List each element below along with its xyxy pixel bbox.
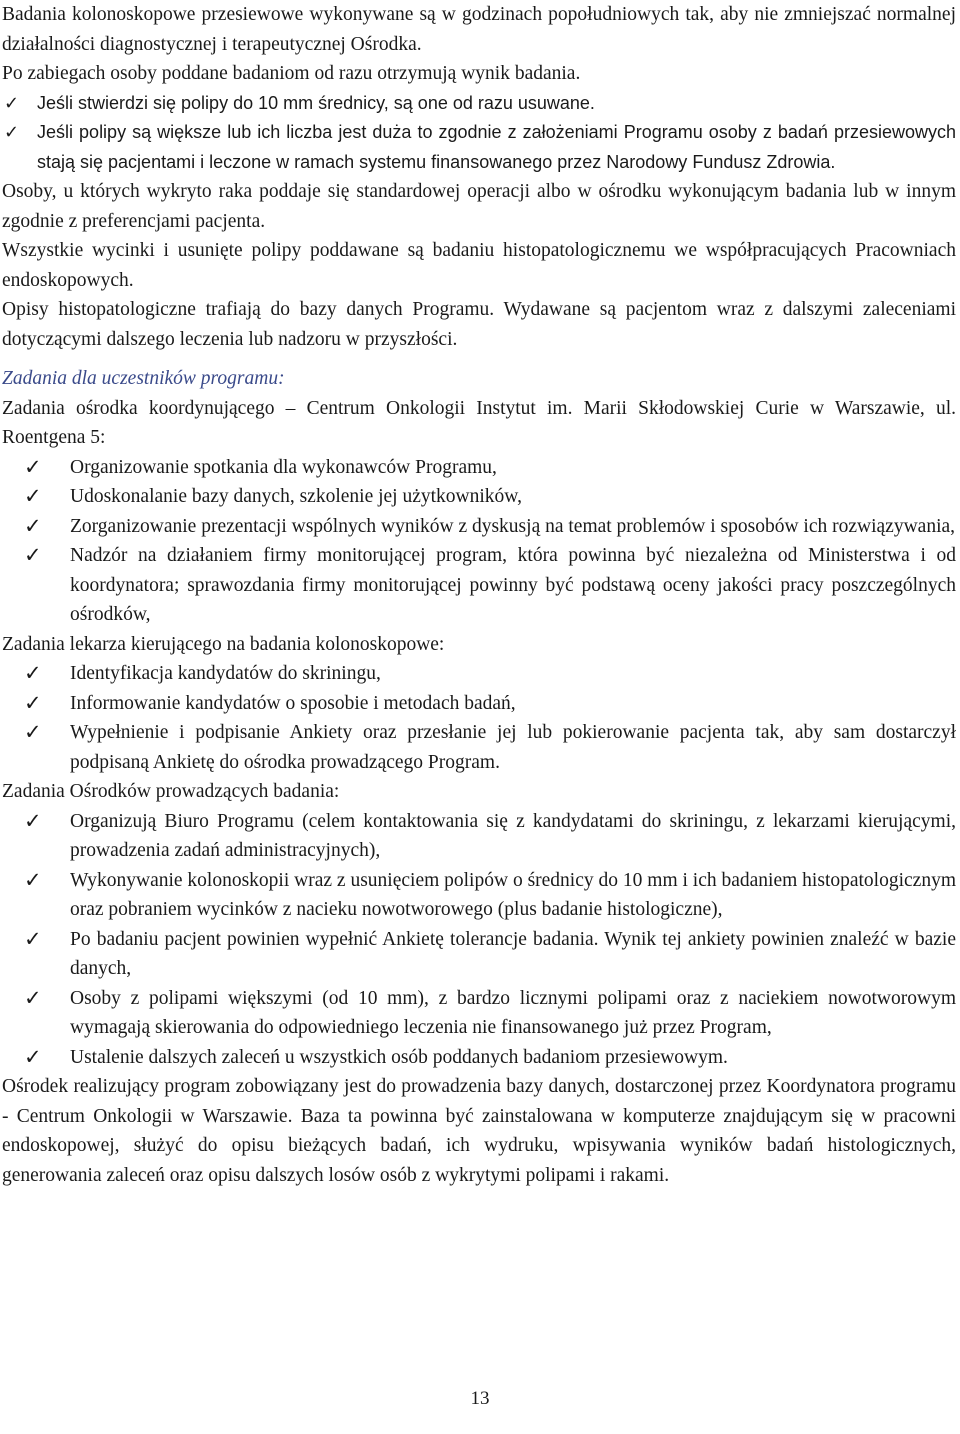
coordinator-task-list (2, 453, 956, 630)
list-item: ✓ Informowanie kandydatów o sposobie i metodach badań, (2, 689, 956, 719)
list-item: ✓ Nadzór na działaniem firmy monitorującej program, która powinna być niezależna od Ministerstwa i od koordynatora; sprawozdania firmy monitorującej powinny być podstawą oceny jakości pracy poszczególnych ośrodków, (24, 543, 956, 625)
check-icon: ✓ (24, 720, 42, 744)
paragraph-histopathology: Wszystkie wycinki i usunięte polipy poddawane są badaniu histopatologicznemu we współpracujących Pracowniach endoskopowych. (2, 240, 956, 291)
list-item: ✓ Ustalenie dalszych zaleceń u wszystkich osób poddanych badaniom przesiewowym. (2, 1043, 956, 1073)
list-item: ✓ Organizują Biuro Programu (celem kontaktowania się z kandydatami do skriningu, z lekarzami kierującymi, prowadzenia zadań administracyjnych), (24, 808, 956, 861)
list-item: ✓ Udoskonalanie bazy danych, szkolenie jej użytkowników, (2, 482, 956, 512)
intro-paragraph: Badania kolonoskopowe przesiewowe wykonywane są w godzinach popołudniowych tak, aby nie zmniejszać normalnej działalności diagnostycznej i terapeutycznej Ośrodka. (2, 4, 956, 55)
list-item: ✓ Jeśli stwierdzi się polipy do 10 mm średnicy, są one od razu usuwane. (2, 89, 956, 119)
intro-result-line: Po zabiegach osoby poddane badaniom od razu otrzymują wynik badania. (2, 63, 581, 84)
check-icon: ✓ (24, 484, 42, 508)
list-item: ✓ Jeśli polipy są większe lub ich liczba jest duża to zgodnie z założeniami Programu osoby z badań przesiewowych stają się pacjentami i leczone w ramach systemu finansowanego przez Narodowy Fundusz Zdrowia. (2, 118, 956, 177)
check-icon: ✓ (24, 513, 42, 538)
closing-paragraph: Ośrodek realizujący program zobowiązany jest do prowadzenia bazy danych, dostarczonej przez Koordynatora programu - Centrum Onkologii w Warszawie. Baza ta powinna być zainstalowana w komputerze znajdującym się w pracowni endoskopowej, służyć do opisu bieżących badań, ich wydruku, wpisywania wyników badań histologicznych, generowania zaleceń oraz opisu dalszych losów osób z wykrytymi polipami i rakami. (2, 1076, 956, 1186)
paragraph-database: Opisy histopatologiczne trafiają do bazy danych Programu. Wydawane są pacjentom wraz z dalszymi zaleceniami dotyczącymi dalszego leczenia lub nadzoru w przyszłości. (2, 299, 956, 350)
check-icon: ✓ (24, 661, 42, 685)
list-item: ✓ Organizowanie spotkania dla wykonawców Programu, (2, 453, 956, 483)
check-icon: ✓ (24, 985, 42, 1010)
page-number: 13 (470, 1388, 490, 1409)
centers-task-list (2, 807, 956, 1073)
doctor-heading: Zadania lekarza kierującego na badania kolonoskopowe: (2, 633, 445, 655)
list-item: ✓ Zorganizowanie prezentacji wspólnych wyników z dyskusją na temat problemów i sposobów ich rozwiązywania, (2, 512, 956, 542)
doctor-task-list (2, 659, 956, 777)
check-icon: ✓ (4, 122, 20, 143)
intro-check-list (2, 89, 956, 178)
check-icon: ✓ (4, 92, 20, 114)
list-item: ✓ Identyfikacja kandydatów do skriningu, (2, 659, 956, 689)
centers-heading: Zadania Ośrodków prowadzących badania: (2, 781, 340, 802)
check-icon: ✓ (24, 867, 42, 892)
list-item: ✓ Wypełnienie i podpisanie Ankiety oraz przesłanie jej lub pokierowanie pacjenta tak, aby sam dostarczył podpisaną Ankietę do ośrodka prowadzącego Program. (24, 720, 956, 773)
paragraph-cancer-surgery: Osoby, u których wykryto raka poddaje się standardowej operacji albo w ośrodku wykonującym badania lub w innym zgodnie z preferencjami pacjenta. (2, 181, 956, 232)
list-item: ✓ Wykonywanie kolonoskopii wraz z usunięciem polipów o średnicy do 10 mm i ich badaniem histopatologicznym oraz pobraniem wycinków z nacieku nowotworowego (plus badanie histologiczne), (24, 867, 956, 920)
check-icon: ✓ (24, 808, 42, 833)
check-icon: ✓ (24, 1044, 42, 1069)
coordinator-heading: Zadania ośrodka koordynującego – Centrum Onkologii Instytut im. Marii Skłodowskiej Curie w Warszawie, ul. Roentgena 5: (2, 397, 956, 448)
check-icon: ✓ (24, 543, 42, 567)
check-icon: ✓ (24, 454, 42, 479)
section-heading-tasks: Zadania dla uczestników programu: (2, 368, 285, 389)
document-body (2, 0, 956, 1190)
list-item: ✓ Po badaniu pacjent powinien wypełnić Ankietę tolerancje badania. Wynik tej ankiety powinien znaleźć w bazie danych, (24, 926, 956, 979)
check-icon: ✓ (24, 926, 42, 951)
list-item: ✓ Osoby z polipami większymi (od 10 mm), z bardzo licznymi polipami oraz z naciekiem nowotworowym wymagają skierowania do odpowiedniego leczenia nie finansowanego już przez Program, (24, 985, 956, 1038)
check-icon: ✓ (24, 690, 42, 715)
